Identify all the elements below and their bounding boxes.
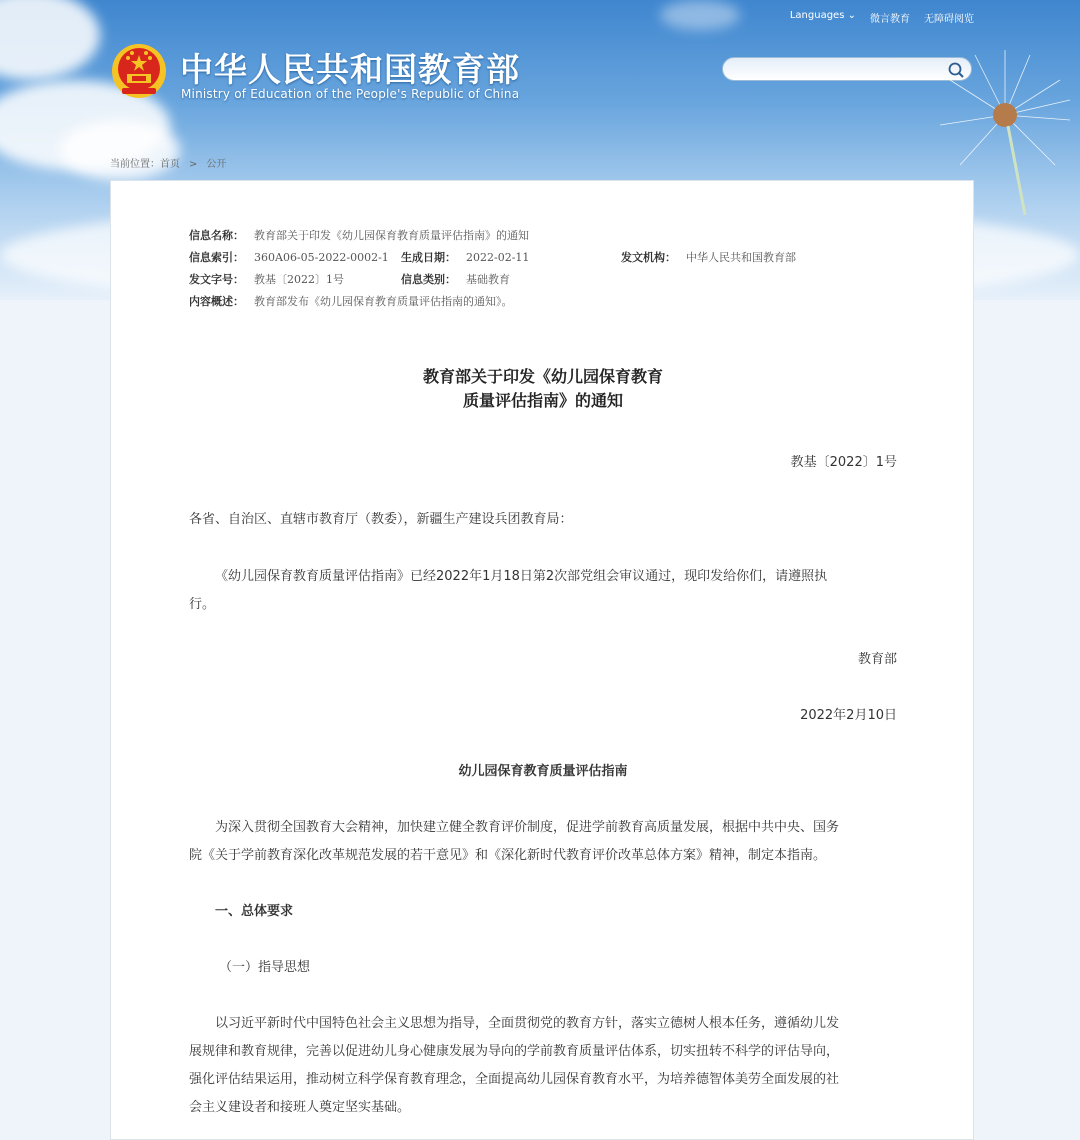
guide-title: 幼儿园保育教育质量评估指南 xyxy=(458,764,628,779)
breadcrumb-current[interactable]: 公开 xyxy=(206,159,227,170)
meta-label: 信息索引： xyxy=(189,251,244,264)
paragraph-line: 展规律和教育规律，完善以促进幼儿身心健康发展为导向的学前教育质量评估体系，切实扭转不科学的评估导向， xyxy=(189,1044,840,1059)
chevron-down-icon: ⌄ xyxy=(847,10,856,21)
breadcrumb xyxy=(110,155,226,170)
meta-value: 2022-02-11 xyxy=(466,251,530,264)
meta-label: 信息类别： xyxy=(401,273,456,286)
meta-label: 内容概述： xyxy=(189,295,244,308)
meta-label: 发文机构： xyxy=(621,251,676,264)
document-title xyxy=(111,365,975,413)
site-subtitle: Ministry of Education of the People's Republic of China xyxy=(181,87,520,101)
paragraph-line: 以习近平新时代中国特色社会主义思想为指导，全面贯彻党的教育方针，落实立德树人根本任务，遵循幼儿发 xyxy=(215,1016,840,1031)
signature: 教育部 xyxy=(857,652,897,667)
paragraph-line: 会主义建设者和接班人奠定坚实基础。 xyxy=(189,1100,411,1115)
addressee: 各省、自治区、直辖市教育厅（教委），新疆生产建设兵团教育局： xyxy=(189,512,573,527)
meta-org-row xyxy=(621,249,796,265)
national-emblem-icon xyxy=(110,42,168,100)
paragraph-line: 为深入贯彻全国教育大会精神，加快建立健全教育评价制度，促进学前教育高质量发展，根据中共中央、国务 xyxy=(215,820,840,835)
meta-label: 生成日期： xyxy=(401,251,456,264)
site-title: 中华人民共和国教育部 xyxy=(180,50,520,89)
breadcrumb-home[interactable]: 首页 xyxy=(160,159,180,170)
micro-education-link[interactable]: 微言教育 xyxy=(870,14,910,25)
paragraph-line: 行。 xyxy=(189,597,216,612)
breadcrumb-separator: > xyxy=(189,159,198,170)
document-title-line: 教育部关于印发《幼儿园保育教育 xyxy=(422,367,663,386)
meta-type-row xyxy=(401,271,510,287)
sign-date: 2022年2月10日 xyxy=(800,708,897,723)
cloud-decoration xyxy=(60,120,180,180)
meta-name-row xyxy=(189,227,529,243)
meta-value: 360A06-05-2022-0002-1 xyxy=(254,251,389,264)
subsection-heading: （一）指导思想 xyxy=(219,960,311,975)
cloud-decoration xyxy=(0,0,100,80)
meta-index-row xyxy=(189,249,389,265)
meta-value: 基础教育 xyxy=(466,273,510,286)
cloud-decoration xyxy=(660,0,740,30)
meta-date-row xyxy=(401,249,529,265)
meta-value: 教育部发布《幼儿园保育教育质量评估指南的通知》。 xyxy=(254,295,513,308)
meta-number-row xyxy=(189,271,344,287)
top-nav xyxy=(790,10,974,25)
notice-paragraph xyxy=(189,563,897,619)
document-title-line: 质量评估指南》的通知 xyxy=(462,391,623,410)
paragraph-line: 强化评估结果运用，推动树立科学保育教育理念，全面提高幼儿园保育教育水平，为培养德智体美劳全面发展的社 xyxy=(189,1072,840,1087)
document-number: 教基〔2022〕1号 xyxy=(790,455,897,470)
accessible-reading-link[interactable]: 无障碍阅览 xyxy=(924,14,974,25)
meta-value: 中华人民共和国教育部 xyxy=(686,251,796,264)
intro-paragraph xyxy=(189,814,897,870)
section-heading: 一、总体要求 xyxy=(215,904,294,919)
search-input[interactable] xyxy=(733,60,942,80)
meta-value: 教基〔2022〕1号 xyxy=(254,273,344,286)
guiding-thought-paragraph xyxy=(189,1010,897,1122)
breadcrumb-label: 当前位置： xyxy=(110,159,160,170)
languages-label: Languages xyxy=(789,10,845,21)
meta-summary-row xyxy=(189,293,513,309)
paragraph-line: 《幼儿园保育教育质量评估指南》已经2022年1月18日第2次部党组会审议通过，现印发给你们，请遵照执 xyxy=(215,569,828,584)
languages-link[interactable] xyxy=(790,10,856,25)
paragraph-line: 院《关于学前教育深化改革规范发展的若干意见》和《深化新时代教育评价改革总体方案》精神，制定本指南。 xyxy=(189,848,827,863)
meta-label: 发文字号： xyxy=(189,273,244,286)
content-card xyxy=(110,180,974,1140)
meta-value: 教育部关于印发《幼儿园保育教育质量评估指南》的通知 xyxy=(254,229,529,242)
meta-label: 信息名称： xyxy=(189,229,244,242)
